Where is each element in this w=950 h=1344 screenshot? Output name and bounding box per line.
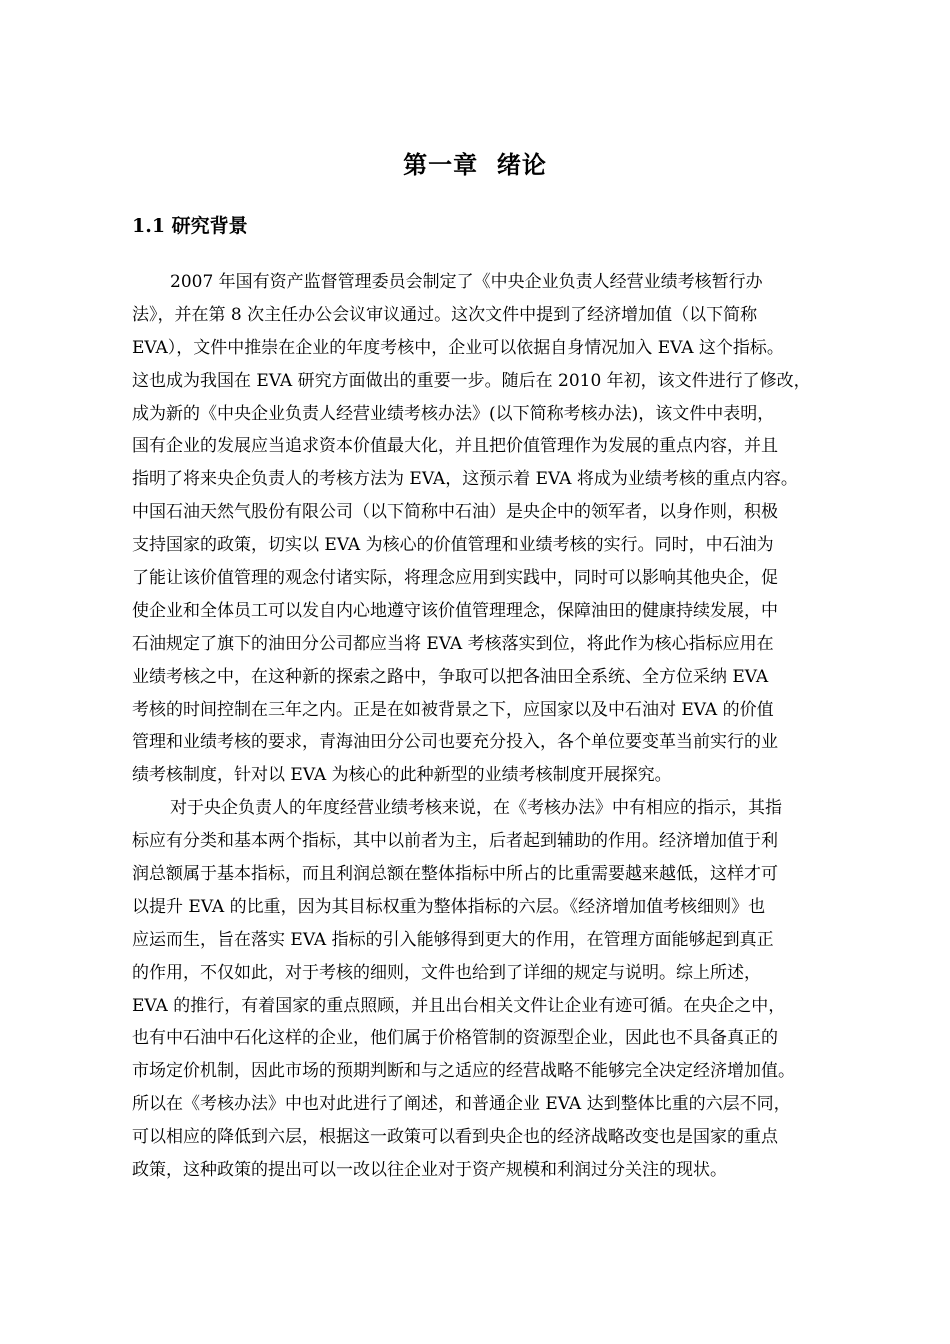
text-line: 使企业和全体员工可以发自内心地遵守该价值管理理念，保障油田的健康持续发展，中 — [132, 600, 778, 621]
text-line: 对于央企负责人的年度经营业绩考核来说，在《考核办法》中有相应的指示，其指 — [170, 798, 782, 819]
chapter-title: 第一章 绪论 — [403, 150, 547, 179]
text-line: EVA 的推行，有着国家的重点照顾，并且出台相关文件让企业有迹可循。在央企之中， — [132, 995, 786, 1016]
text-line: 市场定价机制，因此市场的预期判断和与之适应的经营战略不能够完全决定经济增加值。 — [132, 1061, 795, 1082]
section-heading: 1.1 研究背景 — [132, 215, 248, 237]
text-line: 指明了将来央企负责人的考核方法为 EVA，这预示着 EVA 将成为业绩考核的重点内容。 — [132, 469, 798, 490]
text-line: 以提升 EVA 的比重，因为其目标权重为整体指标的六层。《经济增加值考核细则》也 — [132, 896, 766, 917]
text-line: 国有企业的发展应当追求资本价值最大化，并且把价值管理作为发展的重点内容，并且 — [132, 436, 778, 457]
body-text — [132, 266, 872, 1187]
text-line: 支持国家的政策，切实以 EVA 为核心的价值管理和业绩考核的实行。同时，中石油为 — [132, 535, 774, 556]
text-line: 所以在《考核办法》中也对此进行了阐述，和普通企业 EVA 达到整体比重的六层不同， — [132, 1094, 791, 1115]
paragraph — [132, 792, 872, 1187]
text-line: 了能让该价值管理的观念付诸实际，将理念应用到实践中，同时可以影响其他央企，促 — [132, 568, 778, 589]
text-line: 也有中石油中石化这样的企业，他们属于价格管制的资源型企业，因此也不具备真正的 — [132, 1028, 778, 1049]
text-line: 可以相应的降低到六层，根据这一政策可以看到央企也的经济战略改变也是国家的重点 — [132, 1127, 778, 1148]
text-line: 标应有分类和基本两个指标，其中以前者为主，后者起到辅助的作用。经济增加值于利 — [132, 831, 778, 852]
text-line: 考核的时间控制在三年之内。正是在如被背景之下，应国家以及中石油对 EVA 的价值 — [132, 699, 774, 720]
text-line: 石油规定了旗下的油田分公司都应当将 EVA 考核落实到位，将此作为核心指标应用在 — [132, 633, 774, 654]
text-line: 政策，这种政策的提出可以一改以往企业对于资产规模和利润过分关注的现状。 — [132, 1160, 727, 1181]
text-line: 润总额属于基本指标，而且利润总额在整体指标中所占的比重需要越来越低，这样才可 — [132, 864, 778, 885]
text-line: 中国石油天然气股份有限公司（以下简称中石油）是央企中的领军者，以身作则，积极 — [132, 502, 778, 523]
text-line: 管理和业绩考核的要求，青海油田分公司也要充分投入，各个单位要变革当前实行的业 — [132, 732, 778, 753]
text-line: 2007 年国有资产监督管理委员会制定了《中央企业负责人经营业绩考核暂行办 — [170, 272, 763, 292]
text-line: 的作用，不仅如此，对于考核的细则，文件也给到了详细的规定与说明。综上所述， — [132, 962, 761, 983]
text-line: 成为新的《中央企业负责人经营业绩考核办法》(以下简称考核办法)，该文件中表明， — [132, 403, 775, 424]
text-line: EVA），文件中推崇在企业的年度考核中，企业可以依据自身情况加入 EVA 这个指标。 — [132, 337, 784, 358]
text-line: 应运而生，旨在落实 EVA 指标的引入能够得到更大的作用，在管理方面能够起到真正 — [132, 929, 774, 950]
text-line: 绩考核制度，针对以 EVA 为核心的此种新型的业绩考核制度开展探究。 — [132, 765, 672, 786]
text-line: 法》，并在第 8 次主任办公会议审议通过。这次文件中提到了经济增加值（以下简称 — [132, 304, 758, 325]
paragraph — [132, 266, 872, 792]
text-line: 业绩考核之中，在这种新的探索之路中，争取可以把各油田全系统、全方位采纳 EVA — [132, 666, 769, 687]
text-line: 这也成为我国在 EVA 研究方面做出的重要一步。随后在 2010 年初，该文件进行了修改， — [132, 370, 811, 391]
